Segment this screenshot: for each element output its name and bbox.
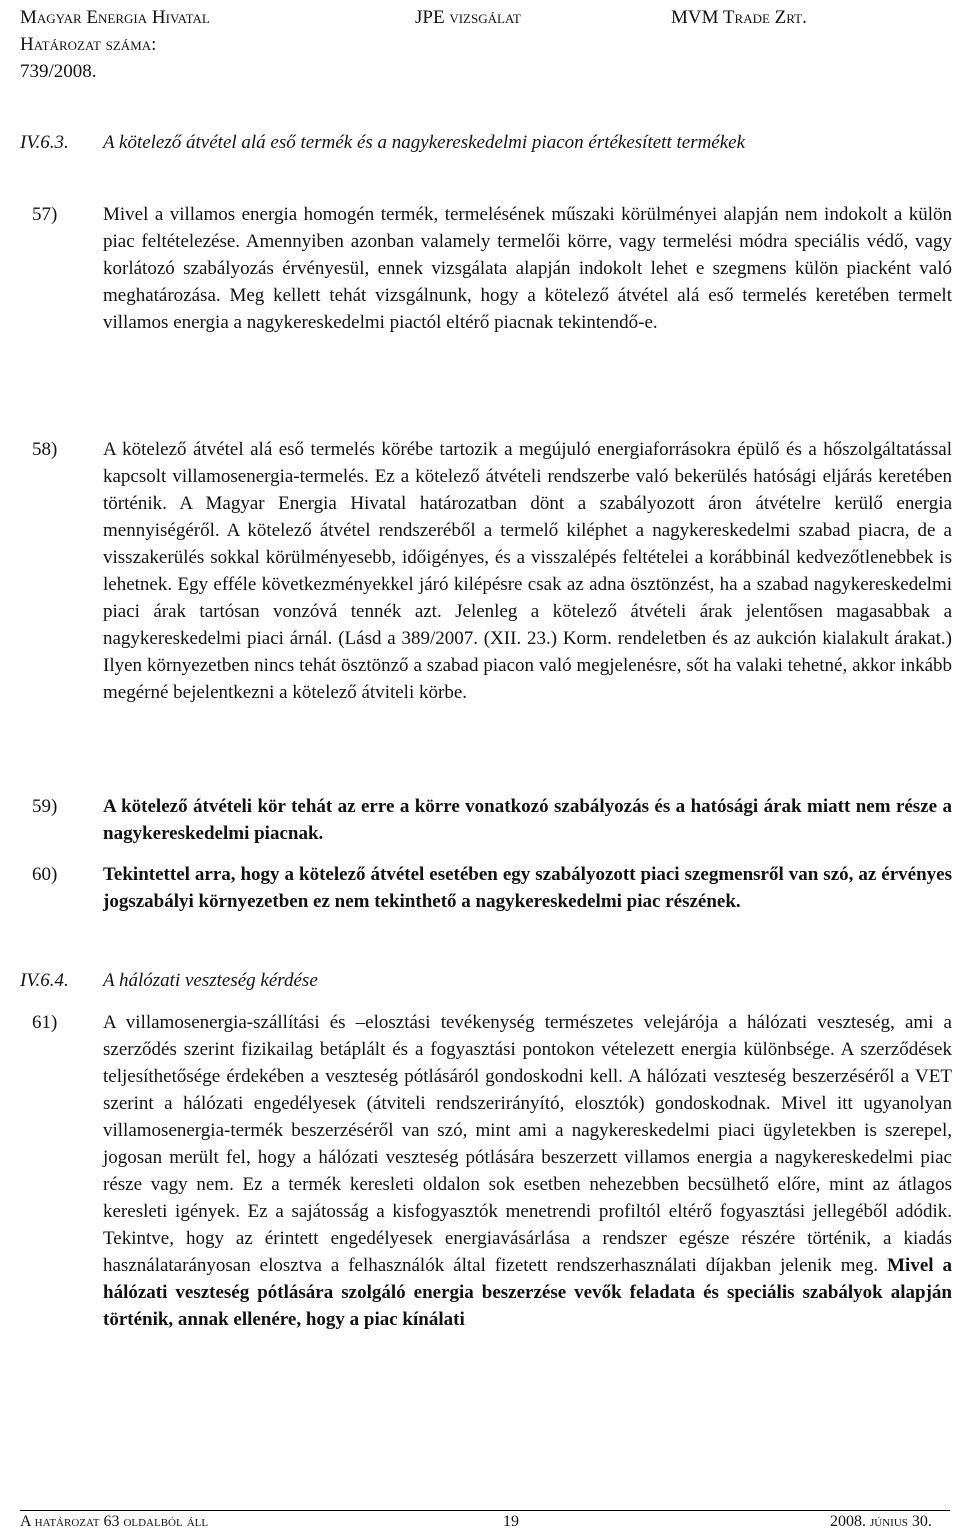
footer-divider <box>20 1510 950 1511</box>
paragraph-60 <box>32 861 952 915</box>
paragraph-number: 57) <box>32 204 58 225</box>
paragraph-58 <box>32 436 952 706</box>
paragraph-text: Mivel a villamos energia homogén termék, termelésének műszaki körülményei alapján nem indokolt a külön piac feltételezése. Amennyiben azonban valamely termelői körre, vagy termelési módra speciális védő, vagy korlátozó szabályozás érvényesül, ennek vizsgálata alapján indokolt lehet e szegmens külön piacként való meghatározása. Meg kellett tehát vizsgálnunk, hogy a kötelező átvétel alá eső termelés keretében termelt villamos energia a nagykereskedelmi piactól eltérő piacnak tekintendő-e. <box>103 204 952 333</box>
paragraph-text-bold: Mivel a hálózati veszteség pótlására szolgáló energia beszerzése vevők feladata és speciális szabályok alapján történik, annak ellenére, hogy a piac kínálati <box>103 1255 952 1330</box>
header-subject: JPE vizsgálat <box>415 7 521 28</box>
header-decision-number: 739/2008. <box>20 61 97 82</box>
paragraph-61 <box>32 1009 952 1333</box>
paragraph-text: A kötelező átvételi kör tehát az erre a körre vonatkozó szabályozás és a hatósági árak miatt nem része a nagykereskedelmi piacnak. <box>103 796 952 844</box>
header-authority-block <box>20 4 210 85</box>
footer-page-number: 19 <box>503 1513 519 1530</box>
section-title: A kötelező átvétel alá eső termék és a nagykereskedelmi piacon értékesített termékek <box>103 132 746 153</box>
paragraph-number: 58) <box>32 439 58 460</box>
section-number: IV.6.4. <box>20 970 69 991</box>
paragraph-number: 60) <box>32 864 58 885</box>
paragraph-text-regular: A villamosenergia-szállítási és –elosztási tevékenység természetes velejárója a hálózati veszteség, ami a szerződés szerint fizikailag betáplált és a fogyasztási pontokon vételezett energia különbsége. A szerződések teljesíthetősége érdekében a veszteség pótlásáról gondoskodni kell. A hálózati veszteség beszerzéséről a VET szerint a hálózati engedélyesek (átviteli rendszerirányító, elosztók) gondoskodnak. Mivel itt ugyanolyan villamosenergia-termék beszerzéséről van szó, mint ami a nagykereskedelmi piaci ügyletekben is szerepel, jogosan merült fel, hogy a hálózati veszteség pótlására beszerzett villamos energia a nagykereskedelmi piac része vagy nem. Ez a termék keresleti oldalon sok esetben nehezebben becsülhető előre, mint az átlagos keresleti igények. Ez a sajátosság a kisfogyasztók menetrendi profiltól eltérő fogyasztási jellegéből adódik. Tekintve, hogy az érintett engedélyesek energiavásárlása a rendszer egésze részére történik, a kiadás használatarányosan elosztva a felhasználók által fizetett rendszerhasználati díjakban jelenik meg. <box>103 1012 952 1276</box>
paragraph-text: Tekintettel arra, hogy a kötelező átvétel esetében egy szabályozott piaci szegmensről van szó, az érvényes jogszabályi környezetben ez nem tekinthető a nagykereskedelmi piac részének. <box>103 864 952 912</box>
paragraph-number: 61) <box>32 1012 58 1033</box>
section-title: A hálózati veszteség kérdése <box>103 970 318 991</box>
paragraph-text <box>103 1009 952 1333</box>
footer-page-count: A határozat 63 oldalból áll <box>20 1513 209 1530</box>
paragraph-57 <box>32 201 952 336</box>
header-authority: Magyar Energia Hivatal <box>20 7 210 28</box>
section-number: IV.6.3. <box>20 132 69 153</box>
paragraph-59 <box>32 793 952 847</box>
header-company: MVM Trade Zrt. <box>671 7 807 28</box>
footer-date: 2008. június 30. <box>830 1513 932 1530</box>
page-header <box>20 4 950 84</box>
paragraph-number: 59) <box>32 796 58 817</box>
paragraph-text: A kötelező átvétel alá eső termelés körébe tartozik a megújuló energiaforrásokra épülő és a hőszolgáltatással kapcsolt villamosenergia-termelés. Ez a kötelező átvételi rendszerbe való bekerülés hatósági eljárás keretében történik. A Magyar Energia Hivatal határozatban dönt a szabályozott áron átvételre kerülő energia mennyiségéről. A kötelező átvétel rendszeréből a termelő kiléphet a nagykereskedelmi szabad piacra, de a visszakerülés sokkal körülményesebb, időigényes, és a visszalépés feltételei a korábbinál kedvezőtlenebbek is lehetnek. Egy efféle következményekkel járó kilépésre csak az adna ösztönzést, ha a szabad nagykereskedelmi piaci árak tartósan vonzóvá tennék azt. Jelenleg a kötelező átvételi árak jelentősen magasabbak a nagykereskedelmi piaci árnál. (Lásd a 389/2007. (XII. 23.) Korm. rendeletben és az aukción kialakult árakat.) Ilyen környezetben nincs tehát ösztönző a szabad piacon való megjelenésre, sőt ha valaki tehetné, akkor inkább megérné bejelentkezni a kötelező átviteli körbe. <box>103 439 952 703</box>
header-decision-label: Határozat száma: <box>20 34 157 55</box>
